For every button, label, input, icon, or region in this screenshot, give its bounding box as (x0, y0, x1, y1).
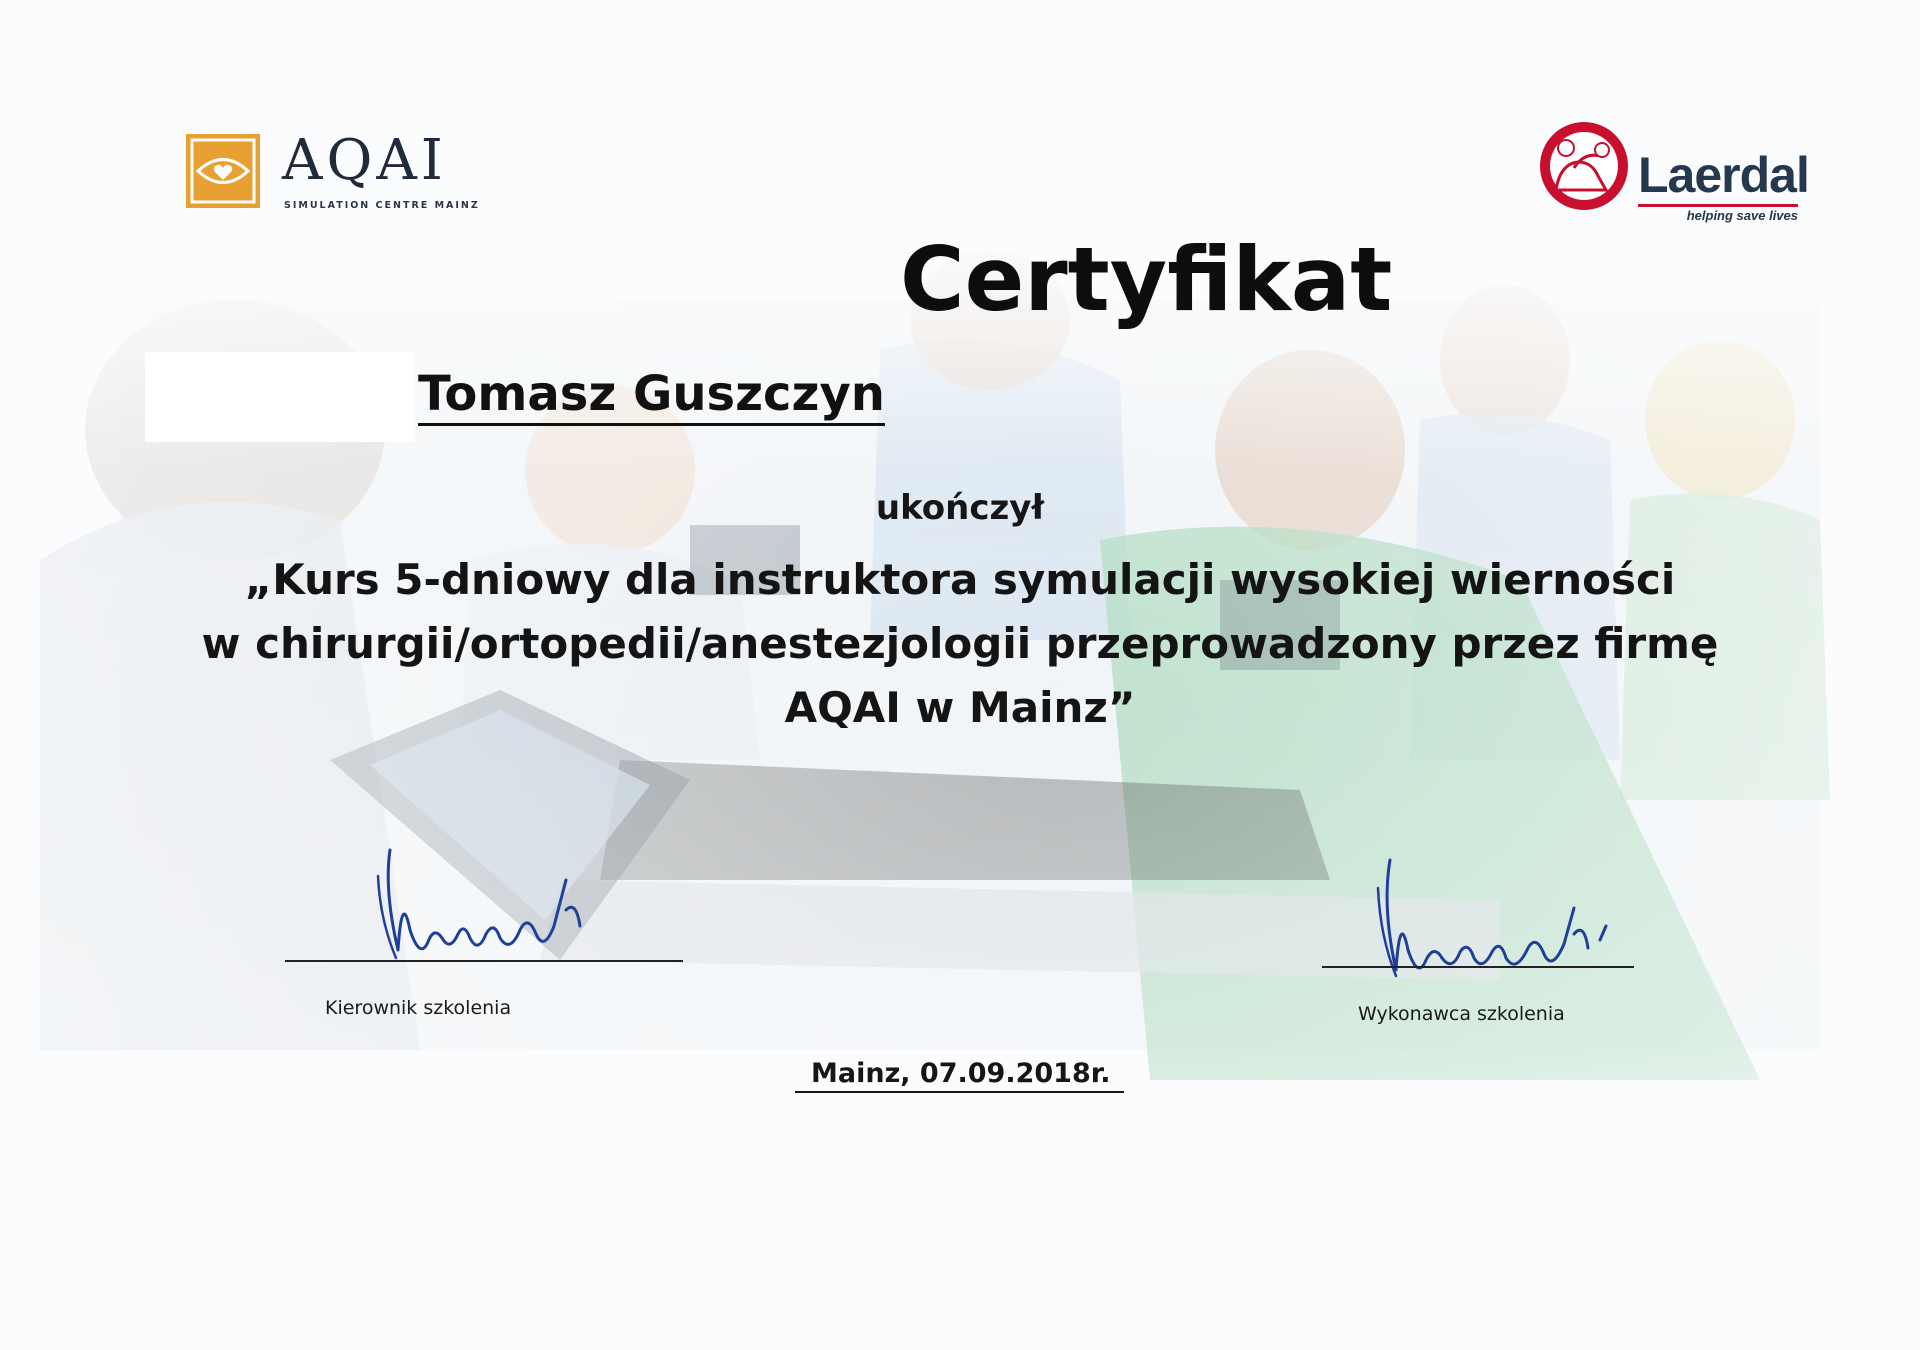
course-line: w chirurgii/ortopedii/anestezjologii przeprowadzony przez firmę (201, 619, 1719, 668)
laerdal-logo (1538, 120, 1808, 230)
aqai-name: AQAI (282, 128, 447, 193)
completed-label: ukończył (875, 488, 1045, 528)
right-signature-line (1322, 966, 1634, 968)
aqai-subtitle: SIMULATION CENTRE MAINZ (284, 200, 480, 211)
laerdal-tagline: helping save lives (1686, 208, 1798, 223)
laerdal-rescuer-icon (1538, 120, 1630, 212)
issue-date: Mainz, 07.09.2018r. (795, 1058, 1124, 1093)
course-line: AQAI w Mainz” (784, 683, 1136, 732)
laerdal-name: Laerdal (1638, 147, 1809, 203)
redaction-patch (145, 352, 415, 442)
right-signature-caption: Wykonawca szkolenia (1358, 1003, 1565, 1025)
aqai-logo (186, 128, 486, 214)
certificate-title: Certyfikat (900, 228, 1393, 331)
laerdal-underline (1638, 204, 1798, 207)
left-signature (370, 830, 670, 970)
recipient-name: Tomasz Guszczyn (418, 368, 885, 426)
course-line: „Kurs 5-dniowy dla instruktora symulacji wysokiej wierności (244, 555, 1676, 604)
course-description (0, 548, 1920, 740)
left-signature-caption: Kierownik szkolenia (325, 997, 512, 1019)
left-signature-line (285, 960, 683, 962)
aqai-heart-eye-icon (186, 134, 260, 208)
